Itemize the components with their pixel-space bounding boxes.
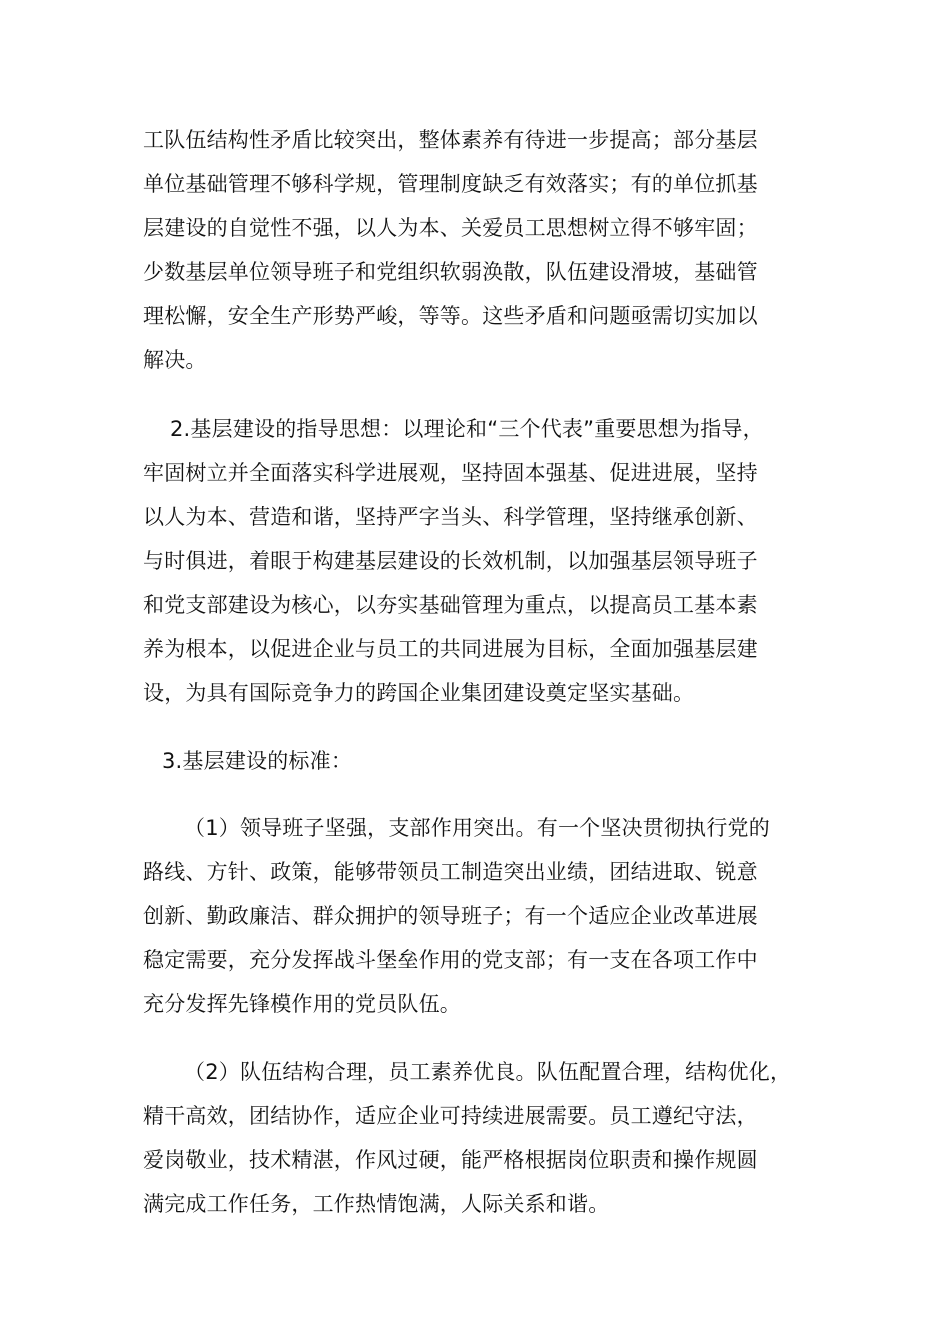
text-line: 满完成工作任务，工作热情饱满，人际关系和谐。 — [143, 1192, 610, 1216]
text-line: 与时俱进，着眼于构建基层建设的长效机制，以加强基层领导班子 — [143, 549, 758, 573]
text-line: 路线、方针、政策，能够带领员工制造突出业绩，团结进取、锐意 — [143, 860, 758, 884]
text-line: 解决。 — [143, 348, 207, 372]
text-line: 工队伍结构性矛盾比较突出，整体素养有待进一步提高；部分基层 — [143, 128, 758, 152]
text-line: 稳定需要，充分发挥战斗堡垒作用的党支部；有一支在各项工作中 — [143, 948, 758, 972]
text-line: 精干高效，团结协作，适应企业可持续进展需要。员工遵纪守法， — [143, 1104, 758, 1128]
text-line: 牢固树立并全面落实科学进展观，坚持固本强基、促进进展，坚持 — [143, 461, 758, 485]
text-line: 以人为本、营造和谐，坚持严字当头、科学管理，坚持继承创新、 — [143, 505, 758, 529]
text-line: 设，为具有国际竞争力的跨国企业集团建设奠定坚实基础。 — [143, 681, 695, 705]
text-line: 少数基层单位领导班子和党组织软弱涣散，队伍建设滑坡，基础管 — [143, 260, 758, 284]
text-line: 理松懈，安全生产形势严峻，等等。这些矛盾和问题亟需切实加以 — [143, 304, 758, 328]
text-line: （2）队伍结构合理，员工素养优良。队伍配置合理，结构优化， — [184, 1060, 792, 1084]
text-line: （1）领导班子坚强，支部作用突出。有一个坚决贯彻执行党的 — [184, 816, 770, 840]
text-line: 和党支部建设为核心，以夯实基础管理为重点，以提高员工基本素 — [143, 593, 758, 617]
text-line: 爱岗敬业，技术精湛，作风过硬，能严格根据岗位职责和操作规圆 — [143, 1148, 758, 1172]
text-line: 2.基层建设的指导思想：以理论和“三个代表”重要思想为指导， — [170, 417, 764, 441]
text-line: 养为根本，以促进企业与员工的共同进展为目标，全面加强基层建 — [143, 637, 758, 661]
section-heading: 3.基层建设的标准： — [162, 749, 353, 773]
text-line: 层建设的自觉性不强，以人为本、关爱员工思想树立得不够牢固； — [143, 216, 758, 240]
text-line: 单位基础管理不够科学规，管理制度缺乏有效落实；有的单位抓基 — [143, 172, 758, 196]
text-line: 创新、勤政廉洁、群众拥护的领导班子；有一个适应企业改革进展 — [143, 904, 758, 928]
text-line: 充分发挥先锋模作用的党员队伍。 — [143, 992, 461, 1016]
